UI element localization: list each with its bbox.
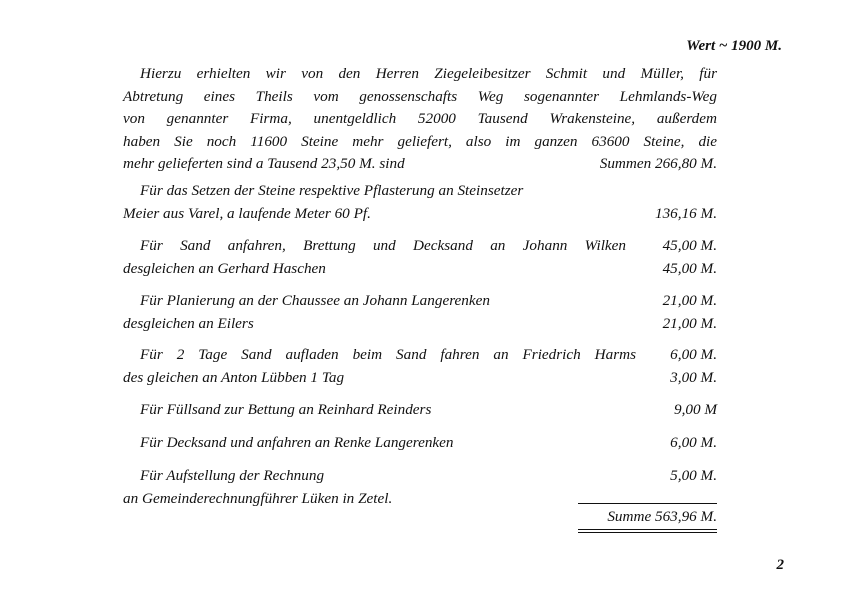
text-line: von genannter Firma, unentgeldlich 52000 Tausend Wrakensteine, außerdem bbox=[123, 110, 717, 128]
amount: 21,00 M. bbox=[662, 314, 717, 332]
text-line: Für Aufstellung der Rechnung bbox=[140, 467, 325, 484]
text-line: Hierzu erhielten wir von den Herren Ziegeleibesitzer Schmit und Müller, für bbox=[140, 65, 717, 82]
text-line: Für das Setzen der Steine respektive Pflasterung an Steinsetzer bbox=[140, 182, 524, 199]
entry-decksand bbox=[123, 432, 717, 455]
amount: 5,00 M. bbox=[670, 467, 717, 484]
paragraph-bricks bbox=[123, 63, 717, 176]
amount: 45,00 M. bbox=[662, 259, 717, 277]
text-line: Für 2 Tage Sand aufladen beim Sand fahren an Friedrich Harms bbox=[140, 346, 636, 363]
amount: Summen 266,80 M. bbox=[599, 155, 717, 173]
entry-paving bbox=[123, 180, 717, 225]
total-block bbox=[578, 503, 717, 533]
amount: 6,00 M. bbox=[670, 346, 717, 363]
text-line: haben Sie noch 11600 Steine mehr geliefert, also im ganzen 63600 Steine, die bbox=[123, 132, 717, 150]
entry-sand-wilken bbox=[123, 235, 717, 280]
text-line: Für Sand anfahren, Brettung und Decksand an Johann Wilken bbox=[140, 237, 626, 254]
entry-sand-loading bbox=[123, 344, 717, 389]
text-line: Für Decksand und anfahren an Renke Langerenken bbox=[140, 434, 454, 451]
amount: 9,00 M bbox=[673, 401, 717, 418]
text-line: Meier aus Varel, a laufende Meter 60 Pf. bbox=[123, 204, 371, 222]
text-line: desgleichen an Gerhard Haschen bbox=[123, 259, 326, 277]
total-amount: Summe 563,96 M. bbox=[607, 508, 717, 525]
text-line: des gleichen an Anton Lübben 1 Tag bbox=[123, 368, 345, 386]
text-line: desgleichen an Eilers bbox=[123, 314, 254, 332]
text-line: an Gemeinderechnungführer Lüken in Zetel. bbox=[123, 489, 393, 507]
text-line: mehr gelieferten sind a Tausend 23,50 M. sind bbox=[123, 155, 405, 173]
text-line: Für Planierung an der Chaussee an Johann Langerenken bbox=[140, 292, 490, 309]
amount: 45,00 M. bbox=[662, 237, 717, 254]
amount: 136,16 M. bbox=[654, 204, 717, 222]
double-underline bbox=[578, 529, 717, 533]
text-line: Für Füllsand zur Bettung an Reinhard Reinders bbox=[140, 401, 432, 418]
value-note: Wert ~ 1900 M. bbox=[686, 38, 782, 54]
entry-fuellsand bbox=[123, 399, 717, 422]
amount: 3,00 M. bbox=[670, 368, 717, 386]
entry-planierung bbox=[123, 290, 717, 335]
text-line: Abtretung eines Theils vom genossenschafts Weg sogenannter Lehmlands-Weg bbox=[123, 87, 717, 105]
amount: 6,00 M. bbox=[670, 434, 717, 451]
page-number: 2 bbox=[776, 557, 784, 573]
amount: 21,00 M. bbox=[662, 292, 717, 309]
